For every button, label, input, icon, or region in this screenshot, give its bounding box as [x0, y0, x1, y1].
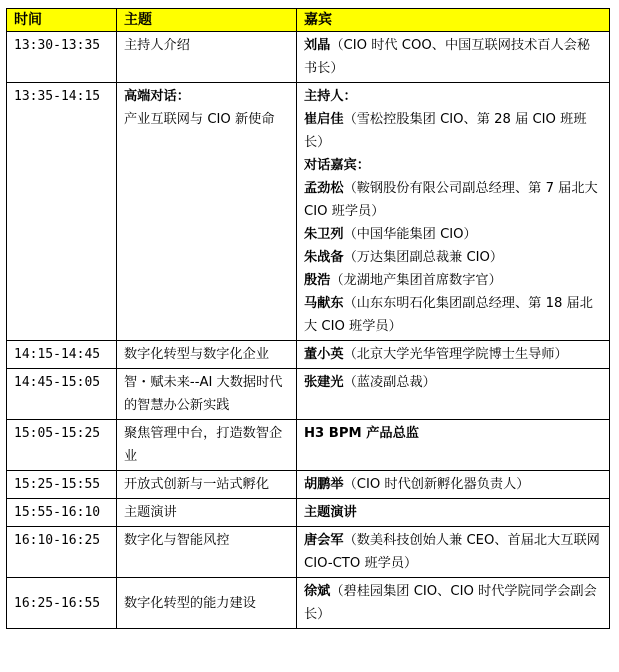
- guest-name: 唐会军: [304, 533, 344, 548]
- topic-cell: 数字化转型的能力建设: [117, 578, 297, 629]
- time-cell: 13:35-14:15: [7, 83, 117, 341]
- guest-cell: [297, 527, 610, 578]
- topic-cell: [117, 83, 297, 341]
- guest-desc: （龙湖地产集团首席数字官）: [330, 273, 502, 288]
- header-guest: 嘉宾: [297, 9, 610, 32]
- topic-cell: 数字化转型与数字化企业: [117, 341, 297, 369]
- topic-cell: 数字化与智能风控: [117, 527, 297, 578]
- guest-desc: （碧桂园集团 CIO、CIO 时代学院同学会副会长）: [304, 584, 597, 622]
- panel-entry: [304, 223, 602, 246]
- topic-cell: 聚焦管理中台，打造数智企业: [117, 420, 297, 471]
- header-topic: 主题: [117, 9, 297, 32]
- table-row: [7, 527, 610, 578]
- guest-name: 徐斌: [304, 584, 331, 599]
- agenda-table: [6, 8, 610, 629]
- host-label: 主持人：: [304, 89, 357, 104]
- panel-entry: [304, 177, 602, 223]
- guest-desc: （万达集团副总裁兼 CIO）: [343, 250, 504, 265]
- header-row: [7, 9, 610, 32]
- topic-cell: 智・赋未来--AI 大数据时代的智慧办公新实践: [117, 369, 297, 420]
- guest-cell: [297, 369, 610, 420]
- topic-cell: 主持人介绍: [117, 32, 297, 83]
- guest-cell: [297, 420, 610, 471]
- time-cell: 16:25-16:55: [7, 578, 117, 629]
- table-row: [7, 32, 610, 83]
- header-time: 时间: [7, 9, 117, 32]
- topic-title: 高端对话：: [124, 89, 190, 104]
- guest-desc: （雪松控股集团 CIO、第 28 届 CIO 班班长）: [304, 112, 587, 150]
- time-cell: 15:55-16:10: [7, 499, 117, 527]
- table-row: [7, 341, 610, 369]
- guest-desc: （鞍钢股份有限公司副总经理、第 7 届北大 CIO 班学员）: [304, 181, 598, 219]
- guest-desc: （北京大学光华管理学院博士生导师）: [343, 347, 568, 362]
- time-cell: 16:10-16:25: [7, 527, 117, 578]
- topic-text: 产业互联网与 CIO 新使命: [124, 112, 275, 127]
- guest-desc: （数美科技创始人兼 CEO、首届北大互联网 CIO-CTO 班学员）: [304, 533, 600, 571]
- host-entry: [304, 108, 602, 154]
- time-cell: 14:45-15:05: [7, 369, 117, 420]
- panel-entry: [304, 246, 602, 269]
- time-cell: 13:30-13:35: [7, 32, 117, 83]
- guest-name: 马献东: [304, 296, 344, 311]
- guest-cell: [297, 83, 610, 341]
- guest-name: 主题演讲: [304, 505, 357, 520]
- table-row: [7, 499, 610, 527]
- guest-desc: （山东东明石化集团副总经理、第 18 届北大 CIO 班学员）: [304, 296, 593, 334]
- time-cell: 15:25-15:55: [7, 471, 117, 499]
- guest-desc: （CIO 时代 COO、中国互联网技术百人会秘书长）: [304, 38, 591, 76]
- table-row: [7, 420, 610, 471]
- guest-cell: [297, 32, 610, 83]
- panel-entry: [304, 269, 602, 292]
- guest-name: 刘晶: [304, 38, 331, 53]
- topic-cell: 主题演讲: [117, 499, 297, 527]
- time-cell: 14:15-14:45: [7, 341, 117, 369]
- table-row: [7, 471, 610, 499]
- guest-desc: （蓝凌副总裁）: [343, 375, 436, 390]
- guest-name: 董小英: [304, 347, 344, 362]
- table-row: [7, 83, 610, 341]
- guest-cell: [297, 578, 610, 629]
- table-row: [7, 369, 610, 420]
- guest-name: 胡鹏举: [304, 477, 344, 492]
- guest-name: 张建光: [304, 375, 344, 390]
- table-row: [7, 578, 610, 629]
- time-cell: 15:05-15:25: [7, 420, 117, 471]
- guest-name: 朱卫列: [304, 227, 344, 242]
- guest-name: 孟劲松: [304, 181, 344, 196]
- panel-entry: [304, 292, 602, 338]
- guest-name: 崔启佳: [304, 112, 344, 127]
- guest-name: 殷浩: [304, 273, 331, 288]
- guest-name: 朱战备: [304, 250, 344, 265]
- guest-cell: [297, 471, 610, 499]
- guest-desc: （CIO 时代创新孵化器负责人）: [343, 477, 530, 492]
- topic-cell: 开放式创新与一站式孵化: [117, 471, 297, 499]
- guest-cell: [297, 499, 610, 527]
- guest-name: H3 BPM 产品总监: [304, 426, 419, 441]
- panel-label: 对话嘉宾：: [304, 158, 370, 173]
- guest-desc: （中国华能集团 CIO）: [343, 227, 477, 242]
- guest-cell: [297, 341, 610, 369]
